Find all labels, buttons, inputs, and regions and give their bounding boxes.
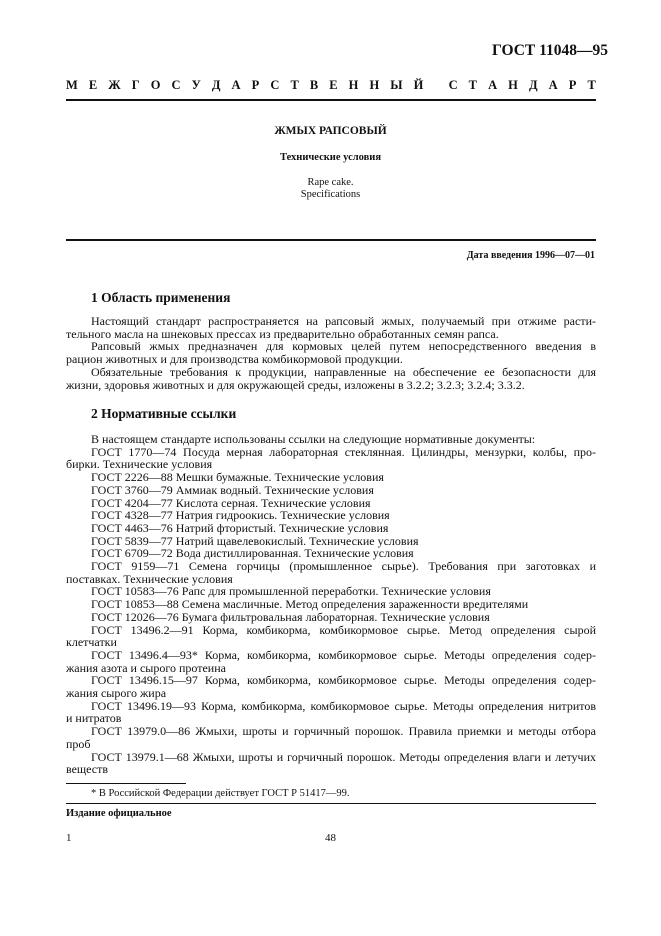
text-line: тельного масла на шнековых прессах из предварительно обработанных семян рапса. bbox=[66, 326, 499, 341]
text-line: веществ bbox=[66, 762, 109, 777]
text-line: жания сырого жира bbox=[66, 686, 167, 701]
interstate-letter: В bbox=[309, 78, 319, 92]
footer-left-number: 1 bbox=[66, 832, 72, 844]
title-rule bbox=[66, 239, 596, 241]
text-line: ГОСТ 13979.0—86 Жмыхи, шроты и горчичный порошок. Правила приемки и методы отбора bbox=[91, 724, 596, 739]
english-title: Rape cake. bbox=[307, 177, 354, 188]
text-line: и нитратов bbox=[66, 711, 122, 726]
text-line: Настоящий стандарт распространяется на рапсовый жмых, получаемый при отжиме расти- bbox=[91, 314, 596, 328]
page-number: 48 bbox=[325, 832, 336, 844]
text-line: клетчатки bbox=[66, 635, 117, 650]
interstate-letter: С bbox=[448, 78, 458, 92]
interstate-letter: А bbox=[548, 78, 558, 92]
interstate-letter: Д bbox=[211, 78, 221, 92]
text-line: Рапсовый жмых предназначен для кормовых целей путем непосредственного введения в bbox=[91, 339, 596, 354]
interstate-letter: Д bbox=[528, 78, 538, 92]
text-line: ГОСТ 4463—76 Натрий фтористый. Технические условия bbox=[91, 520, 389, 535]
text-line: ГОСТ 13496.15—97 Корма, комбикорма, комбикормовое сырье. Методы определения содер- bbox=[91, 673, 596, 688]
interstate-letter: Е bbox=[88, 78, 98, 92]
text-line: В настоящем стандарте использованы ссылки на следующие нормативные документы: bbox=[91, 432, 536, 446]
interstate-letter: М bbox=[66, 78, 78, 92]
interstate-letter: С bbox=[171, 78, 181, 92]
text-line: ГОСТ 4328—77 Натрия гидроокись. Технические условия bbox=[91, 508, 390, 523]
text-line: ГОСТ 13979.1—68 Жмыхи, шроты и горчичный порошок. Методы определения влаги и летучих bbox=[91, 749, 596, 764]
section-2-body bbox=[66, 432, 596, 777]
text-line: ГОСТ 13496.4—93* Корма, комбикорма, комбикормовое сырье. Методы определения содер- bbox=[91, 647, 596, 662]
interstate-letter: Й bbox=[413, 78, 424, 92]
text-line: проб bbox=[66, 736, 91, 751]
section-1-body bbox=[66, 314, 596, 392]
interstate-letter: У bbox=[191, 78, 201, 92]
interstate-letter: Н bbox=[369, 78, 380, 92]
introduction-date: Дата введения 1996—07—01 bbox=[466, 250, 595, 261]
interstate-letter: О bbox=[150, 78, 161, 92]
document-subtitle: Технические условия bbox=[279, 152, 382, 163]
section-1-heading: 1 Область применения bbox=[91, 290, 231, 305]
text-line: ГОСТ 2226—88 Мешки бумажные. Технические условия bbox=[91, 470, 384, 485]
text-line: жизни, здоровья животных и для окружающей среды, изложены в 3.2.2; 3.2.3; 3.2.4; 3.3.2. bbox=[66, 377, 525, 392]
section-2-heading: 2 Нормативные ссылки bbox=[91, 406, 237, 421]
text-line: ГОСТ 9159—71 Семена горчицы (промышленное сырье). Требования при заготовках и bbox=[91, 559, 596, 574]
text-line: ГОСТ 3760—79 Аммиак водный. Технические условия bbox=[91, 482, 374, 497]
text-line: ГОСТ 1770—74 Посуда мерная лабораторная стеклянная. Цилиндры, мензурки, колбы, про- bbox=[91, 444, 596, 459]
gost-number: ГОСТ 11048—95 bbox=[491, 42, 608, 59]
text-line: ГОСТ 6709—72 Вода дистиллированная. Технические условия bbox=[91, 546, 414, 561]
interstate-letter: Т bbox=[587, 78, 596, 92]
interstate-letter: С bbox=[270, 78, 280, 92]
interstate-letter: Т bbox=[290, 78, 299, 92]
edition-rule bbox=[66, 803, 596, 804]
text-line: ГОСТ 10583—76 Рапс для промышленной переработки. Технические условия bbox=[91, 584, 491, 599]
footnote: * В Российской Федерации действует ГОСТ Р 51417—99. bbox=[91, 788, 350, 799]
text-line: рацион животных и для производства комбикормовой продукции. bbox=[66, 352, 403, 367]
interstate-letter: Е bbox=[329, 78, 338, 92]
text-line: поставках. Технические условия bbox=[66, 571, 233, 586]
text-line: ГОСТ 4204—77 Кислота серная. Технические условия bbox=[91, 495, 371, 510]
interstate-letter: Т bbox=[468, 78, 478, 92]
interstate-letter: А bbox=[231, 78, 241, 92]
document-title: ЖМЫХ РАПСОВЫЙ bbox=[274, 125, 387, 137]
text-line: ГОСТ 10853—88 Семена масличные. Метод определения зараженности вредителями bbox=[91, 597, 529, 612]
interstate-letter: Ж bbox=[108, 78, 121, 92]
interstate-letter: Г bbox=[131, 78, 140, 92]
interstate-letter: Р bbox=[251, 78, 260, 92]
text-line: ГОСТ 13496.2—91 Корма, комбикорма, комбикормовое сырье. Метод определения сырой bbox=[91, 622, 596, 637]
footnote-rule bbox=[66, 783, 186, 784]
interstate-letter bbox=[434, 78, 437, 93]
interstate-letter: Н bbox=[508, 78, 518, 92]
text-line: Обязательные требования к продукции, направленные на обеспечение ее безопасности для bbox=[91, 364, 596, 379]
interstate-letter: А bbox=[488, 78, 498, 92]
text-line: бирки. Технические условия bbox=[66, 457, 213, 472]
edition-label: Издание официальное bbox=[66, 808, 172, 819]
english-subtitle: Specifications bbox=[300, 189, 361, 200]
interstate-letter: Н bbox=[348, 78, 359, 92]
text-line: ГОСТ 12026—76 Бумага фильтровальная лабораторная. Технические условия bbox=[91, 609, 490, 624]
text-line: ГОСТ 5839—77 Натрий щавелевокислый. Технические условия bbox=[91, 533, 419, 548]
header-rule bbox=[66, 99, 596, 101]
interstate-letter: Ы bbox=[390, 78, 403, 92]
text-line: жания азота и сырого протеина bbox=[66, 660, 226, 675]
interstate-standard-banner bbox=[66, 78, 596, 93]
interstate-letter: Р bbox=[568, 78, 577, 92]
text-line: ГОСТ 13496.19—93 Корма, комбикорма, комбикормовое сырье. Методы определения нитритов bbox=[91, 698, 596, 713]
